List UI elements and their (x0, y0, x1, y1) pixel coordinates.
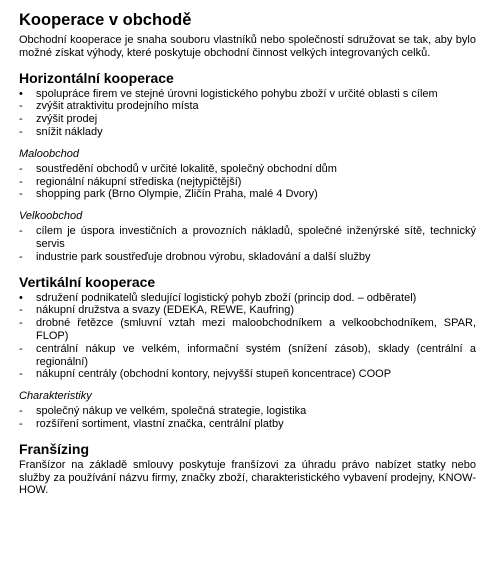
dash-marker: - (19, 250, 23, 263)
list-item (19, 368, 476, 381)
list-item (19, 405, 476, 418)
dash-marker: - (19, 125, 23, 138)
list-item (19, 188, 476, 201)
list-item-text: rozšíření sortiment, vlastní značka, centrální platby (36, 417, 284, 430)
dash-marker: - (19, 317, 23, 330)
franchising-heading: Franšízing (19, 440, 90, 457)
list-item (19, 251, 476, 264)
maloobchod-list (19, 163, 476, 201)
list-item-text: centrální nákup ve velkém, informační systém (snížení zásob), sklady (centrální a regionální) (36, 342, 476, 368)
dash-marker: - (19, 225, 23, 238)
dash-marker: - (19, 405, 23, 418)
dash-marker: - (19, 188, 23, 201)
maloobchod-heading: Maloobchod (19, 147, 79, 160)
dash-marker: - (19, 342, 23, 355)
list-item-text: shopping park (Brno Olympie, Zličín Praha, malé 4 Dvory) (36, 188, 318, 201)
bullet-marker: • (19, 87, 23, 100)
list-item (19, 304, 476, 317)
list-item (19, 163, 476, 176)
franchising-paragraph: Franšízor na základě smlouvy poskytuje franšízovi za úhradu právo nabízet statky nebo služby za používání názvu firmy, značky zboží, charakteristického vybavení prodejny, KNOW-HOW. (19, 458, 476, 497)
list-item (19, 292, 476, 305)
horizontal-heading: Horizontální kooperace (19, 69, 174, 86)
vertical-list (19, 292, 476, 382)
list-item (19, 418, 476, 431)
list-item-text: nákupní centrály (obchodní kontory, nejvyšší stupeň koncentrace) COOP (36, 368, 392, 381)
list-item (19, 100, 476, 113)
dash-marker: - (19, 304, 23, 317)
list-item (19, 176, 476, 189)
dash-marker: - (19, 113, 23, 126)
list-item (19, 225, 476, 251)
horizontal-list (19, 88, 476, 139)
dash-marker: - (19, 417, 23, 430)
bullet-marker: • (19, 291, 23, 304)
vertical-heading: Vertikální kooperace (19, 273, 156, 290)
list-item-text: zvýšit prodej (36, 113, 98, 126)
list-item-text: spolupráce firem ve stejné úrovni logistického pohybu zboží v určité oblasti s cílem (36, 87, 438, 100)
list-item-text: cílem je úspora investičních a provozních nákladů, společné inženýrské sítě, technický servis (36, 225, 476, 250)
velkoobchod-heading: Velkoobchod (19, 210, 83, 223)
list-item-text: společný nákup ve velkém, společná strategie, logistika (36, 405, 307, 418)
intro-paragraph: Obchodní kooperace je snaha souboru vlastníků nebo společností sdružovat se tak, aby bylo možné získat výhody, které poskytuje obchodní činnost velkých integrovaných celků. (19, 34, 476, 59)
dash-marker: - (19, 162, 23, 175)
dash-marker: - (19, 100, 23, 113)
list-item-text: industrie park soustřeďuje drobnou výrobu, skladování a další služby (36, 250, 371, 263)
list-item-text: sdružení podnikatelů sledující logistický pohyb zboží (princip dod. – odběratel) (36, 291, 417, 304)
list-item-text: zvýšit atraktivitu prodejního místa (36, 100, 199, 113)
dash-marker: - (19, 175, 23, 188)
list-item-text: drobné řetězce (smluvní vztah mezi maloobchodníkem a velkoobchodníkem, SPAR, FLOP) (36, 317, 476, 342)
velkoobchod-list (19, 225, 476, 263)
list-item-text: snížit náklady (36, 125, 103, 138)
list-item-text: soustředění obchodů v určité lokalitě, společný obchodní dům (36, 162, 337, 175)
list-item-text: regionální nákupní střediska (nejtypičtější) (36, 175, 242, 188)
charakteristiky-heading: Charakteristiky (19, 390, 92, 403)
charakteristiky-list (19, 405, 476, 431)
dash-marker: - (19, 368, 23, 381)
list-item (19, 126, 476, 139)
page-title: Kooperace v obchodě (19, 11, 192, 29)
list-item-text: nákupní družstva a svazy (EDEKA, REWE, Kaufring) (36, 304, 294, 317)
list-item (19, 88, 476, 101)
list-item (19, 113, 476, 126)
list-item (19, 343, 476, 369)
list-item (19, 317, 476, 343)
